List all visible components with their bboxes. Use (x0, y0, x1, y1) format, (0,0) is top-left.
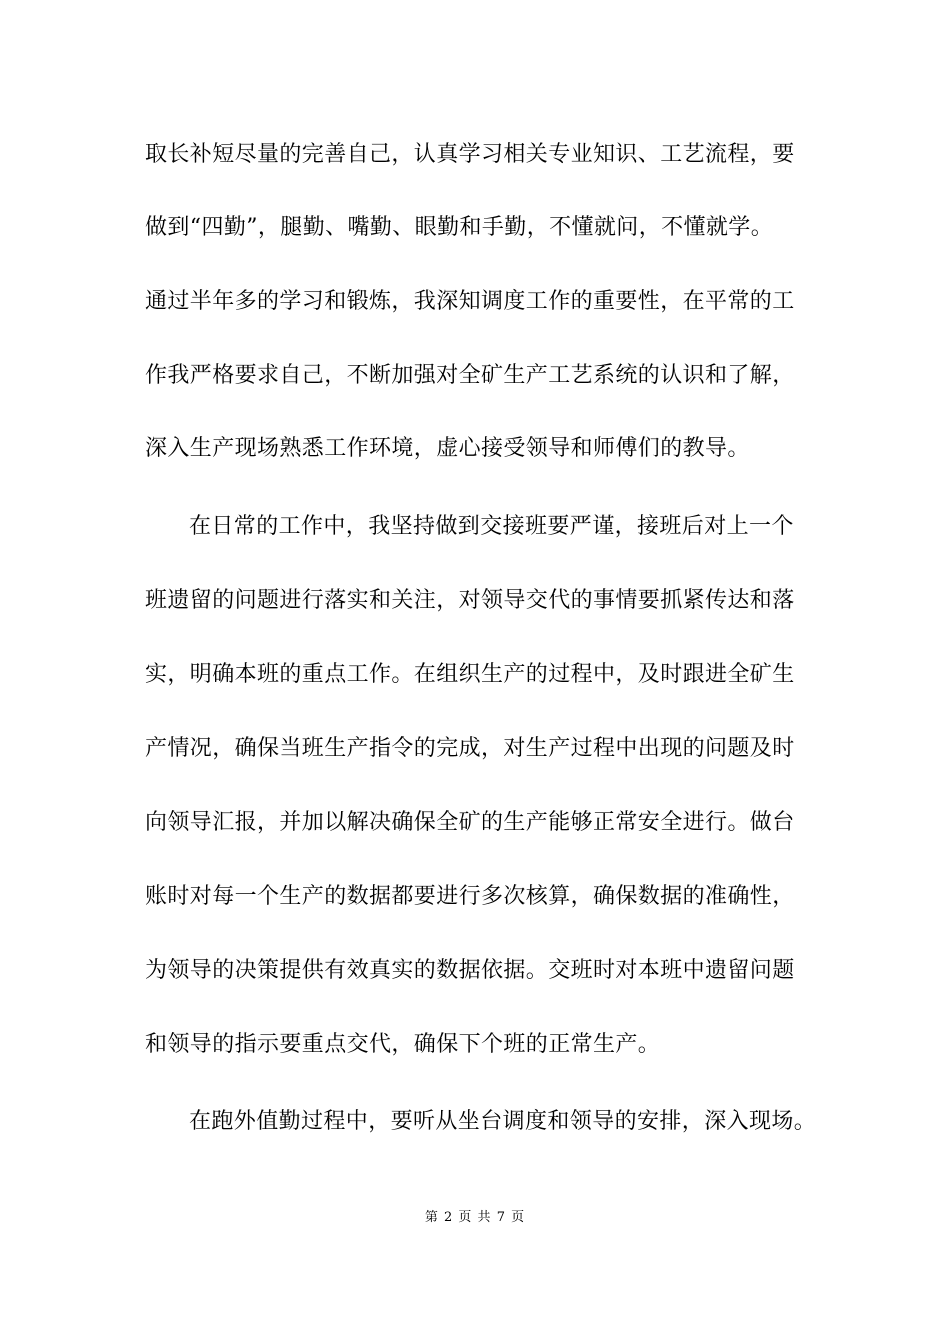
body-text-line: 产情况，确保当班生产指令的完成，对生产过程中出现的问题及时 (145, 736, 795, 761)
body-text-line: 作我严格要求自己，不断加强对全矿生产工艺系统的认识和了解， (145, 363, 795, 388)
body-text-line: 实，明确本班的重点工作。在组织生产的过程中，及时跟进全矿生 (145, 662, 795, 687)
body-text-line: 班遗留的问题进行落实和关注，对领导交代的事情要抓紧传达和落 (145, 588, 795, 613)
body-text-line: 向领导汇报，并加以解决确保全矿的生产能够正常安全进行。做台 (145, 810, 795, 835)
body-text-line: 通过半年多的学习和锻炼，我深知调度工作的重要性，在平常的工 (145, 289, 795, 314)
body-text-line: 账时对每一个生产的数据都要进行多次核算，确保数据的准确性， (145, 884, 795, 909)
paragraph-first-line: 在日常的工作中，我坚持做到交接班要严谨，接班后对上一个 (189, 514, 794, 539)
body-text-line: 取长补短尽量的完善自己，认真学习相关专业知识、工艺流程，要 (145, 142, 795, 167)
body-text-line: 深入生产现场熟悉工作环境，虚心接受领导和师傅们的教导。 (145, 436, 750, 461)
paragraph-first-line: 在跑外值勤过程中，要听从坐台调度和领导的安排，深入现场。 (189, 1109, 817, 1134)
page-footer: 第 2 页 共 7 页 (424, 1210, 526, 1225)
body-text-line: 为领导的决策提供有效真实的数据依据。交班时对本班中遗留问题 (145, 958, 795, 983)
body-text-line: 和领导的指示要重点交代，确保下个班的正常生产。 (145, 1032, 661, 1057)
body-text-line: 做到“四勤”，腿勤、嘴勤、眼勤和手勤，不懂就问，不懂就学。 (145, 215, 774, 240)
